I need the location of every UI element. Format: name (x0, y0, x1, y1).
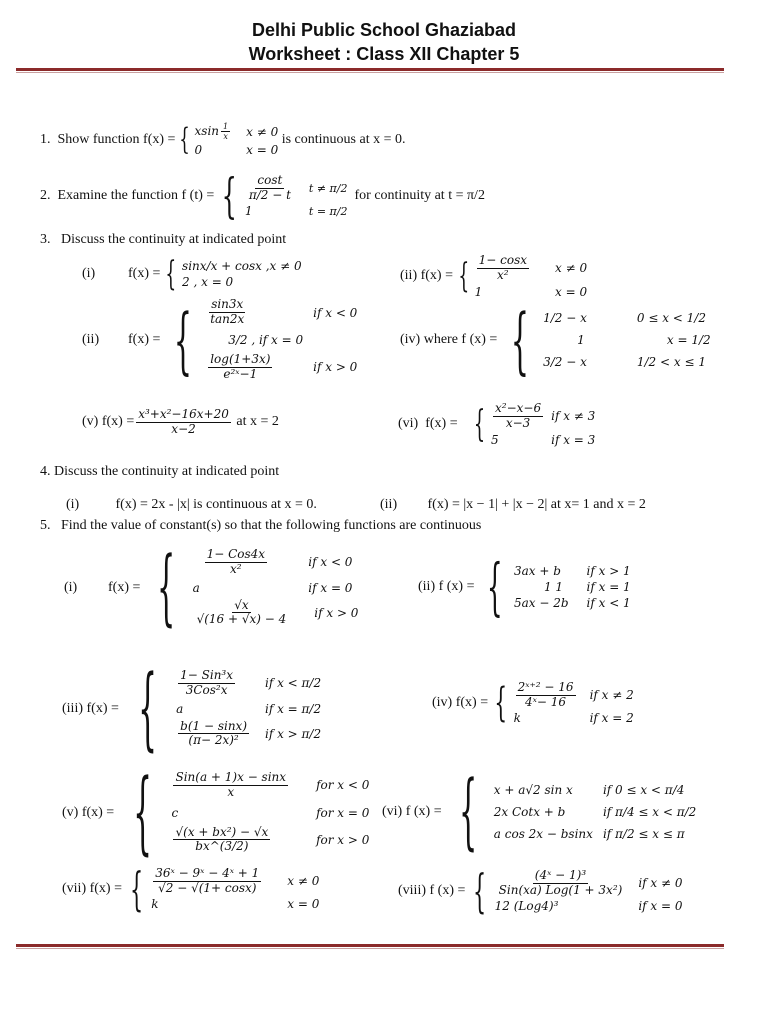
q5-vi-c3: a cos 2x − bsinx (493, 826, 593, 841)
q5-iii-c3-den: (π− 2x)² (188, 733, 239, 748)
q1-post: is continuous at x = 0. (281, 131, 406, 147)
q3-iii-label: (ii) (82, 332, 100, 347)
q5-vii-c1-num: 36ˣ − 9ˣ − 4ˣ + 1 (155, 865, 260, 880)
q2-case2-expr: 1 (244, 204, 253, 219)
q5-i-c1-num: 1− Cos4x (206, 546, 266, 561)
q5-iv-prefix: (iv) f(x) = (432, 695, 489, 710)
question-4 (40, 464, 279, 480)
q3-iii-c3-num: log(1+3x) (210, 352, 271, 366)
q3-ii-case1-cond: x ≠ 0 (555, 261, 588, 276)
q3-part-ii: (ii) f(x) = { $\frac{1- \cos x}{\text{x²}}$ x ≠ 0 1 x = 0 (400, 253, 588, 299)
q1-frac-den: x (223, 132, 228, 142)
q1-prefix: Show function f(x) = (57, 131, 176, 147)
q5-i-c3-num: √x (234, 597, 249, 612)
q3-i-label: (i) (82, 266, 96, 281)
q5-viii-c2: 12 (Log4)³ (494, 899, 559, 914)
q1-case2-expr: 0 (194, 143, 203, 158)
q4-i-label: (i) (66, 497, 80, 512)
q3-ii-label: (ii) (400, 268, 418, 284)
q5-ii-c3-cond: if x < 1 (586, 595, 631, 610)
q5-iii-c1-num: 1− Sin³x (180, 667, 234, 682)
q5-v-prefix: (v) f(x) = (62, 804, 115, 820)
q5-v-c2-cond: for x = 0 (316, 805, 370, 820)
q5-vi-prefix: (vi) f (x) = (382, 803, 442, 819)
q3-ii-frac-num: 1− cosx (478, 253, 528, 267)
q3-i-prefix: f(x) = (128, 266, 161, 281)
q5-v-c3-num: √(x + bx²) − √x (175, 824, 269, 839)
q5-vii-c2: k (151, 897, 159, 912)
q5-vii-c1-cond: x ≠ 0 (287, 874, 320, 888)
header-rule-thin (16, 72, 724, 73)
q3-iii-c3-cond: if x > 0 (313, 360, 358, 375)
q3-iii-c1-den: tan2x (210, 312, 245, 327)
q4-part-ii (380, 497, 646, 513)
q1-frac-num: 1 (223, 122, 229, 131)
q3-iii-c3-den: e²ˣ−1 (223, 366, 258, 381)
q5-vi-c1-cond: if 0 ≤ x < π/4 (602, 782, 685, 797)
q5-part-vii: (vii) f(x) = { $\frac{\text{36ˣ − 9ˣ − 4ˣ + 1}}{√2 - √(1+ \cos x)}$ x ≠ 0 k x = 0 (62, 862, 320, 916)
q5-vii-c2-cond: x = 0 (287, 897, 320, 912)
header-rule (16, 68, 724, 71)
q3-v-den: x−2 (171, 421, 196, 436)
q3-part-iv: (iv) where f (x) = { 1/2 − x 0 ≤ x < 1/2 1 x = 1/2 3/2 − x 1/2 < x ≤ 1 (400, 298, 711, 382)
q3-vi-prefix: f(x) = (425, 416, 458, 432)
school-name: Delhi Public School Ghaziabad (251, 20, 517, 40)
question-1: 1. Show function f(x) = { xsin $\frac{1}{x}$ x ≠ 0 0 x = 0 is continuous at x = 0. (40, 122, 406, 158)
q5-iii-c1-cond: if x < π/2 (265, 676, 322, 691)
q3-part-vi: (vi) f(x) = { $\frac{\text{x²−x−6}}{x-3}$ if x ≠ 3 5 if x = 3 (398, 401, 596, 447)
q5-ii-prefix: (ii) f (x) = (418, 578, 475, 594)
q3-v-prefix: f(x) = (101, 414, 135, 430)
q5-part-vi: (vi) f (x) = { x + a√2 sin x if 0 ≤ x < π/4 2x Cotx + b if π/4 ≤ x < π/2 a cos 2x − bsinx if π/2 ≤ x ≤ π (382, 764, 697, 859)
q3-vi-label: (vi) (398, 416, 419, 432)
q3-iv-c3: 3/2 − x (543, 355, 587, 369)
q2-number: 2. (40, 188, 51, 203)
q2-prefix: Examine the function f (t) = (57, 188, 215, 203)
q5-i-c2-cond: if x = 0 (308, 580, 353, 595)
q5-ii-c1: 3ax + b (513, 563, 561, 578)
q3-number: 3. (40, 232, 51, 247)
q4-ii-label: (ii) (380, 497, 398, 512)
q5-iii-c3-num: b(1 − sinx) (180, 718, 247, 733)
q3-iv-c2-cond: x = 1/2 (666, 333, 711, 347)
q5-part-viii: (viii) f (x) = { (4ˣ − 1)³ Sin(xa) Log(1 + 3x²) if x ≠ 0 12 (Log4)³ if x = 0 (398, 864, 683, 918)
q5-viii-c1-num: (4ˣ − 1)³ (534, 867, 587, 882)
q5-ii-c1-cond: if x > 1 (586, 563, 631, 578)
q5-iii-c1-den: 3Cos²x (185, 682, 228, 697)
q5-i-prefix: f(x) = (108, 579, 141, 595)
q3-v-num: x³+x²−16x+20 (138, 407, 229, 421)
q3-vi-c2-cond: if x = 3 (551, 432, 596, 447)
q3-i-case2: 2 , x = 0 (182, 275, 234, 289)
q5-ii-c2: 1 1 (543, 579, 564, 594)
q3-ii-case2-cond: x = 0 (555, 284, 588, 299)
q3-part-iii: (ii) f(x) = { $\frac{\sin 3x}{\tan 2x}$ if x < 0 3/2 , if x = 0 $\frac{\log(1+3x)}{\text{e²ˣ−1}}$ if x > 0 (82, 297, 358, 382)
q1-case2-cond: x = 0 (246, 143, 279, 158)
q3-part-i: (i) f(x) = { sinx/x + cosx ,x ≠ 0 2 , x = 0 (82, 254, 302, 294)
q5-iii-c2: a (176, 701, 184, 716)
question-2: 2. Examine the function f (t) = { $\frac{\cos t}{\pi/2 - t}$ t ≠ π/2 1 t = π/2 for continuity at t = π/2 (40, 168, 485, 224)
q5-vi-c2-cond: if π/4 ≤ x < π/2 (602, 804, 697, 819)
q5-iii-c3-cond: if x > π/2 (265, 726, 322, 741)
q5-part-v: (v) f(x) = { Sin(a + 1)x − sinx x for x < 0 c for x = 0 $\frac{\text{√(x + bx²) − √x}}{bx\^{}(3/2)}$ for x > 0 (62, 760, 370, 865)
q5-v-c3-cond: for x > 0 (316, 832, 370, 847)
q5-text: Find the value of constant(s) so that the following functions are continuous (61, 518, 482, 533)
q1-case1-cond: x ≠ 0 (246, 124, 279, 139)
q5-iv-c1-num: 2ˣ⁺² − 16 (517, 679, 574, 694)
q3-vi-c2: 5 (491, 432, 499, 447)
q5-part-ii: (ii) f (x) = { 3ax + b if x > 1 1 1 if x = 1 5ax − 2b if x < 1 (418, 550, 631, 623)
q1-case1-expr: xsin (194, 124, 220, 139)
q4-text: Discuss the continuity at indicated point (54, 464, 280, 479)
q3-i-case1: sinx/x + cosx ,x ≠ 0 (182, 259, 302, 273)
q5-iv-c1-den: 4ˣ− 16 (525, 694, 567, 709)
q3-iii-c2: 3/2 , if x = 0 (228, 333, 304, 347)
q5-i-c1-cond: if x < 0 (308, 555, 353, 570)
q5-i-label: (i) (64, 579, 78, 595)
q3-ii-case2: 1 (474, 284, 483, 299)
q5-iv-c2: k (513, 711, 521, 726)
q5-vi-c2: 2x Cotx + b (493, 804, 566, 819)
q3-vi-c1-num: x²−x−6 (495, 401, 542, 415)
q2-case2-cond: t = π/2 (308, 204, 348, 218)
q5-iv-c2-cond: if x = 2 (589, 711, 634, 726)
q2-post: for continuity at t = π/2 (354, 188, 485, 203)
q5-part-i: (i) f(x) = { 1− Cos4x x² if x < 0 a if x = 0 $\frac{√x}{√(16 + √x) - 4}$ if x > 0 (64, 540, 359, 635)
q2-frac-den: π/2 − t (248, 187, 291, 202)
q5-i-c2: a (192, 580, 200, 595)
q5-viii-prefix: (viii) f (x) = (398, 883, 466, 898)
q3-part-v (82, 408, 279, 437)
q5-number: 5. (40, 518, 51, 533)
footer-rule-thin (16, 948, 724, 949)
q3-ii-frac-den: x² (497, 267, 509, 282)
q2-case1-cond: t ≠ π/2 (308, 181, 348, 195)
question-5 (40, 518, 481, 534)
q5-part-iii: (iii) f(x) = { 1− Sin³x 3Cos²x if x < π/2 a if x = π/2 $\frac{b(1 - \sin x)}{\text{(π− 2x)²}}$ if x > π/2 (62, 656, 322, 761)
q5-ii-c3: 5ax − 2b (513, 595, 569, 610)
q4-i-text: f(x) = 2x - |x| is continuous at x = 0. (115, 497, 317, 512)
q4-ii-text: f(x) = |x − 1| + |x − 2| at x= 1 and x = 2 (427, 497, 646, 512)
q3-v-label: (v) (82, 414, 99, 430)
q3-vi-c1-cond: if x ≠ 3 (551, 409, 596, 424)
q5-i-c1-den: x² (230, 561, 242, 576)
q3-text: Discuss the continuity at indicated point (61, 232, 287, 247)
q5-i-c3-den: √(16 + √x) − 4 (196, 612, 287, 627)
q5-vii-prefix: (vii) f(x) = (62, 881, 122, 896)
q3-vi-c1-den: x−3 (505, 415, 531, 430)
q5-i-c3-cond: if x > 0 (314, 605, 359, 620)
q3-iii-c1-num: sin3x (211, 297, 244, 312)
q5-viii-c2-cond: if x = 0 (638, 899, 683, 914)
q3-iv-c3-cond: 1/2 < x ≤ 1 (636, 355, 706, 369)
q4-number: 4. (40, 464, 51, 479)
q5-vi-c1: x + a√2 sin x (493, 782, 573, 797)
q5-iii-prefix: (iii) f(x) = (62, 700, 119, 716)
footer-rule (16, 944, 724, 947)
q5-v-c1-num: Sin(a + 1)x − sinx (175, 769, 287, 784)
q5-vi-c3-cond: if π/2 ≤ x ≤ π (602, 826, 685, 841)
q3-iv-c1: 1/2 − x (543, 311, 587, 325)
q3-iii-prefix: f(x) = (128, 332, 161, 347)
q5-viii-c1-den: Sin(xa) Log(1 + 3x²) (498, 882, 623, 897)
q4-part-i (66, 497, 317, 513)
q5-vii-c1-den: √2 − √(1+ cosx) (158, 880, 257, 895)
q2-frac-num: cost (257, 172, 283, 187)
q5-v-c1-den: x (227, 784, 235, 799)
q5-viii-c1-cond: if x ≠ 0 (638, 876, 683, 890)
q5-iii-c2-cond: if x = π/2 (265, 701, 322, 716)
q3-iv-label: (iv) where f (x) = (400, 332, 498, 347)
q5-v-c3-den: bx^(3/2) (195, 839, 249, 854)
q5-iv-c1-cond: if x ≠ 2 (589, 688, 634, 702)
q5-ii-c2-cond: if x = 1 (586, 579, 631, 594)
q1-number: 1. (40, 131, 51, 147)
q3-ii-prefix: f(x) = (420, 268, 453, 284)
worksheet-title: Worksheet : Class XII Chapter 5 (248, 44, 520, 64)
q3-iv-c1-cond: 0 ≤ x < 1/2 (636, 311, 706, 325)
q3-v-post: at x = 2 (236, 414, 279, 430)
q3-iii-c1-cond: if x < 0 (313, 305, 358, 320)
q5-part-iv: (iv) f(x) = { $\frac{\text{2ˣ⁺² − 16}}{\text{4ˣ− 16}}$ if x ≠ 2 k if x = 2 (432, 679, 634, 726)
q5-v-c2: c (171, 805, 179, 820)
q3-iv-c2: 1 (577, 333, 585, 347)
question-3 (40, 232, 286, 248)
q5-v-c1-cond: for x < 0 (316, 778, 370, 793)
